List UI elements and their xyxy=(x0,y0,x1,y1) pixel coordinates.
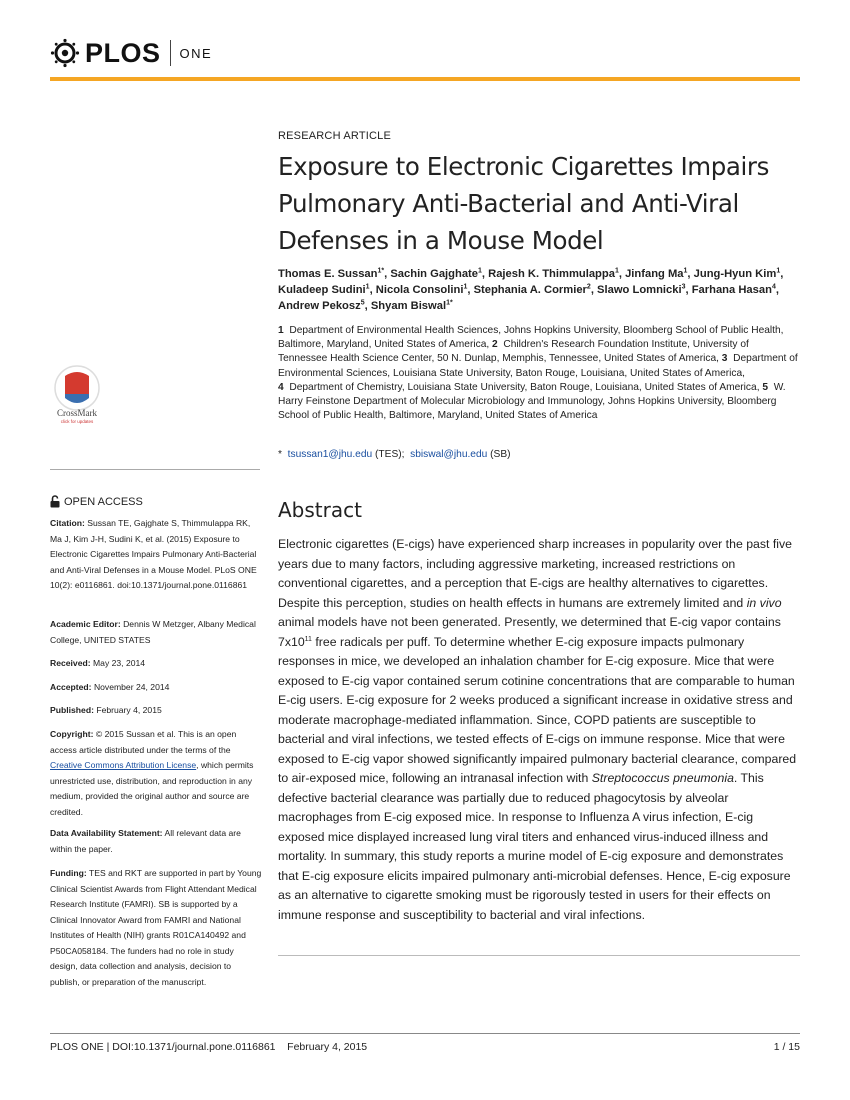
affiliation-item: 3 Department of Environmental Sciences, Louisiana State University, Baton Rouge, Louisiana, United States of America, xyxy=(278,353,798,379)
footer-citation: PLOS ONE | DOI:10.1371/journal.pone.0116861 February 4, 2015 xyxy=(50,1041,368,1053)
article-type: RESEARCH ARTICLE xyxy=(278,130,392,142)
footer-divider xyxy=(50,1033,800,1034)
open-access-label xyxy=(50,495,143,508)
logo-divider xyxy=(170,40,171,66)
open-lock-icon xyxy=(50,495,60,508)
sidebar-divider xyxy=(50,469,260,470)
email-tag-2: (SB) xyxy=(490,449,511,460)
correspondence xyxy=(278,449,511,460)
author: Nicola Consolini$^1$ xyxy=(375,283,468,296)
crossmark-icon xyxy=(51,364,103,426)
email-link-1[interactable]: tsussan1@jhu.edu xyxy=(287,449,373,460)
article-title: Exposure to Electronic Cigarettes Impairs Pulmonary Anti-Bacterial and Anti-Viral Defenses in a Mouse Model xyxy=(278,152,769,255)
header-accent-bar xyxy=(50,77,800,81)
accepted-date: Accepted: November 24, 2014 xyxy=(50,682,170,692)
abstract-divider xyxy=(278,955,800,956)
author: Thomas E. Sussan$^{1*}$ xyxy=(278,267,385,280)
academic-editor-block: Academic Editor: Dennis W Metzger, Albany Medical College, UNITED STATES xyxy=(50,619,256,645)
author-list: Thomas E. Sussan$^{1*}$, Sachin Gajghate$^1$, Rajesh K. Thimmulappa$^1$, Jinfang Ma$^1$, Jung-Hyun Kim$^1$, Kuladeep Sudini$^1$, Nicola Consolini$^1$, Stephania A. Cormier$^2$, Slawo Lomnicki$^3$, Farhana Hasan$^4$, Andrew Pekosz$^5$, Shyam Biswal$^{1*}$ xyxy=(278,267,784,312)
correspondence-star: * xyxy=(278,449,282,460)
data-availability-block: Data Availability Statement: All relevant data are within the paper. xyxy=(50,828,241,854)
abstract-text: Electronic cigarettes (E-cigs) have experienced sharp increases in popularity over the past five years due to many factors, including aggressive marketing, increased restrictions on conventional cigarettes, and a perception that E-cigs are healthy alternatives to cigarettes. Despite this perception, studies on health effects in humans are extremely limited and in vivo animal models have not been generated. Presently, we determined that E-cig vapor contains $7x10^{11}$ free radicals per puff. To determine whether E-cig exposure impacts pulmonary responses in mice, we developed an inhalation chamber for E-cig exposure. Mice that were exposed to E-cig vapor contained serum cotinine concentrations that are comparable to human E-cig users. E-cig exposure for 2 weeks produced a significant increase in oxidative stress and moderate macrophage-mediated inflammation. Since, COPD patients are susceptible to bacterial and viral infections, we tested effects of E-cigs on immune response. Mice that were exposed to E-cig vapor showed significantly impaired pulmonary bacterial clearance, compared to air-exposed mice, following an intranasal infection with Streptococcus pneumonia. This defective bacterial clearance was partially due to reduced phagocytosis by alveolar macrophages from E-cig exposed mice. In response to Influenza A virus infection, E-cig exposed mice displayed increased lung viral titers and enhanced virus-induced illness and mortality. In summary, this study reports a murine model of E-cig exposure and demonstrates that E-cig exposure elicits impaired pulmonary anti-microbial defenses. Hence, E-cig exposure as an alternative to cigarette smoking must be rigorously tested in users for their effects on immune response and susceptibility to bacterial and viral infections. xyxy=(278,537,797,922)
abstract-heading: Abstract xyxy=(278,498,362,522)
affiliation-item: 5 W. Harry Feinstone Department of Molecular Microbiology and Immunology, Johns Hopkins University, Bloomberg School of Public Health, Baltimore, Maryland, United States of America xyxy=(278,381,786,422)
journal-logo[interactable] xyxy=(50,36,212,70)
citation-block: Citation: Sussan TE, Gajghate S, Thimmulappa RK, Ma J, Kim J-H, Sudini K, et al. (2015) Exposure to Electronic Cigarettes Impairs Pulmonary Anti-Bacterial and Anti-Viral Defenses in a Mouse Model. PLoS ONE 10(2): e0116861. doi:10.1371/journal.pone.0116861 xyxy=(50,518,257,590)
license-link[interactable]: Creative Commons Attribution License xyxy=(50,760,197,770)
author: Jinfang Ma$^1$ xyxy=(625,267,688,280)
author: Farhana Hasan$^4$ xyxy=(691,283,776,296)
copyright-block: Copyright: © 2015 Sussan et al. This is an open access article distributed under the terms of the Creative Commons Attribution License, which permits unrestricted use, distribution, and reproduction in any medium, provided the original author and source are credited. xyxy=(50,729,254,817)
journal-brand: PLOS xyxy=(85,37,161,68)
email-tag-1: (TES); xyxy=(375,449,405,460)
received-date: Received: May 23, 2014 xyxy=(50,658,146,668)
plos-logo-icon xyxy=(50,38,80,68)
author: Jung-Hyun Kim$^1$ xyxy=(693,267,781,280)
author: Andrew Pekosz$^5$ xyxy=(278,299,365,312)
email-link-2[interactable]: sbiswal@jhu.edu xyxy=(410,449,488,460)
journal-sub: ONE xyxy=(179,45,213,61)
author: Slawo Lomnicki$^3$ xyxy=(597,283,686,296)
affiliation-item: 2 Children's Research Foundation Institute, University of Tennessee Health Science Center, 50 N. Dunlap, Memphis, Tennessee, United States of America, xyxy=(278,339,749,365)
funding-block: Funding: TES and RKT are supported in part by Young Clinical Scientist Awards from Flight Attendant Medical Research Institute (FAMRI). SB is supported by a Clinical Innovator Award from FAMRI and National Institutes of Health (NIH) grants R01CA140492 and P50CA058184. The funders had no role in study design, data collection and analysis, decision to publish, or preparation of the manuscript. xyxy=(50,868,262,987)
affiliations xyxy=(278,324,798,423)
author: Kuladeep Sudini$^1$ xyxy=(278,283,370,296)
author: Shyam Biswal$^{1*}$ xyxy=(370,299,453,312)
crossmark-sub: click for updates xyxy=(60,419,94,424)
affiliation-item: 4 Department of Chemistry, Louisiana State University, Baton Rouge, Louisiana, United States of America, xyxy=(278,381,760,393)
affiliation-item: 1 Department of Environmental Health Sciences, Johns Hopkins University, Bloomberg School of Public Health, Baltimore, Maryland, United States of America, xyxy=(278,325,784,351)
author: Rajesh K. Thimmulappa$^1$ xyxy=(488,267,619,280)
author: Stephania A. Cormier$^2$ xyxy=(473,283,591,296)
author: Sachin Gajghate$^1$ xyxy=(390,267,482,280)
open-access-text: OPEN ACCESS xyxy=(64,495,143,508)
crossmark-label: CrossMark xyxy=(57,408,97,418)
crossmark-badge[interactable] xyxy=(51,364,103,426)
page-number: 1 / 15 xyxy=(773,1041,800,1053)
published-date: Published: February 4, 2015 xyxy=(50,705,162,715)
